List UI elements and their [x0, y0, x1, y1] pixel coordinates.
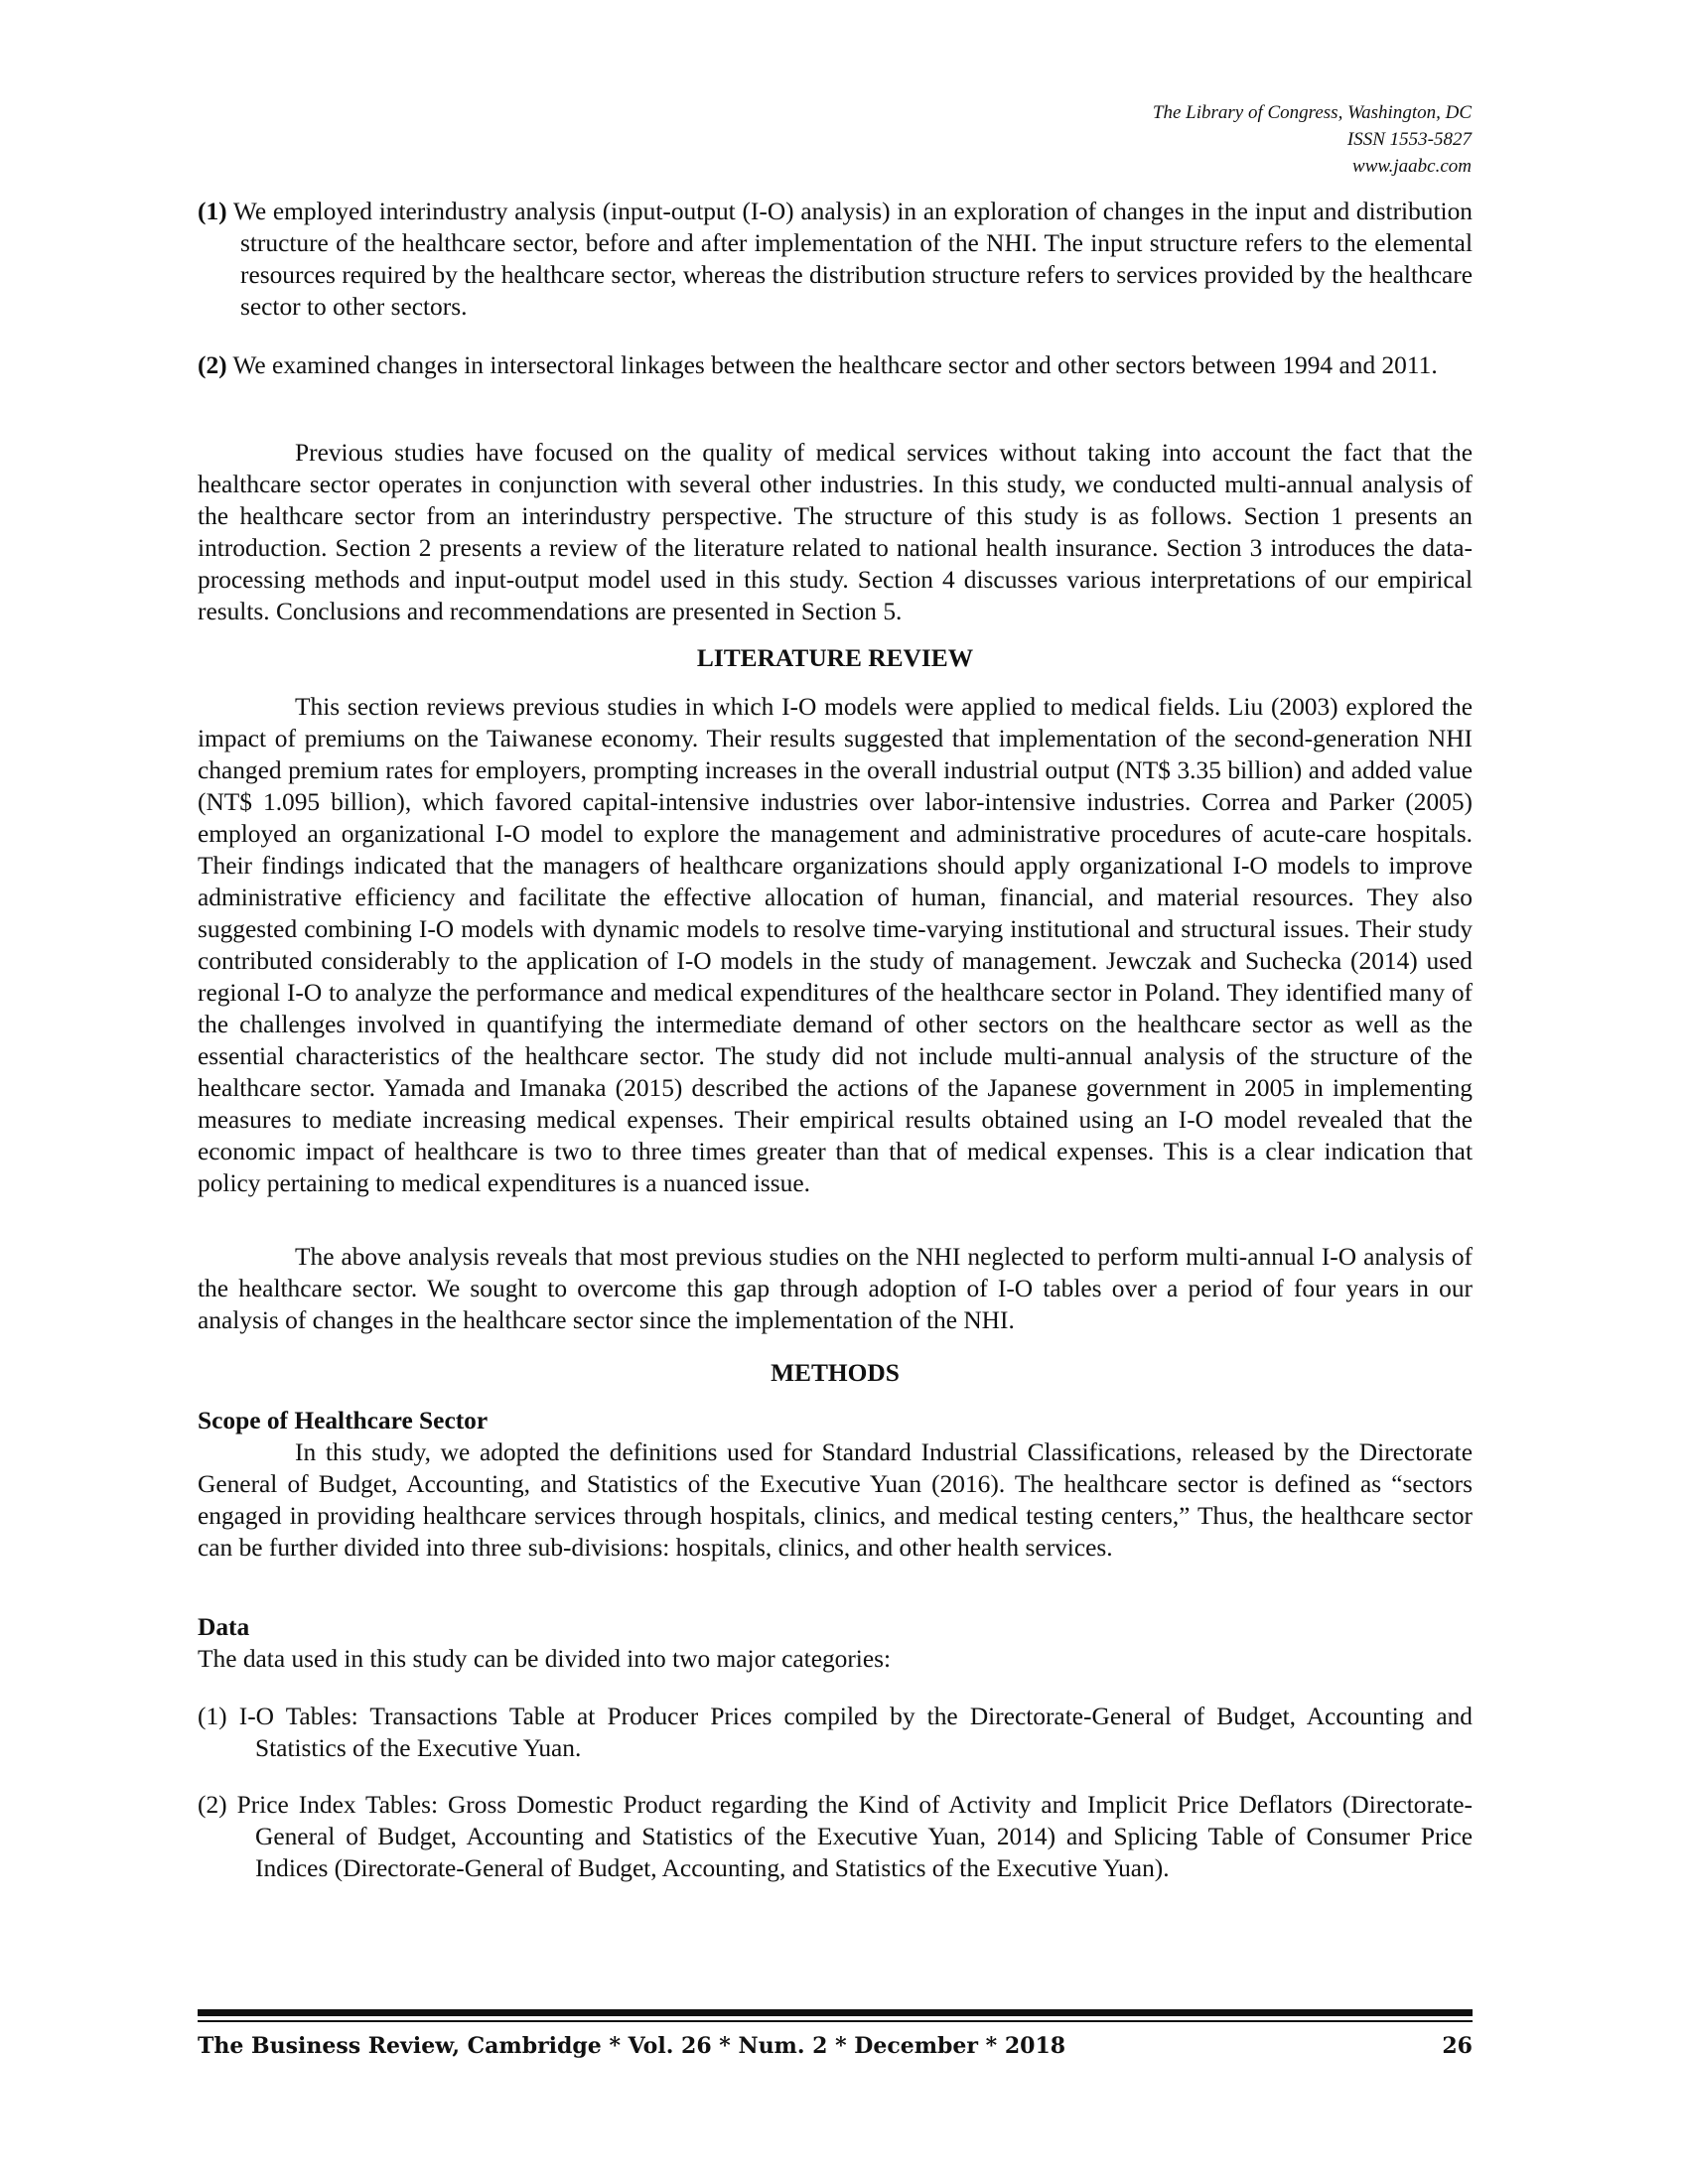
header-line-library: The Library of Congress, Washington, DC [1152, 102, 1472, 123]
footer-journal: The Business Review, Cambridge * Vol. 26 * Num. 2 * December * 2018 [198, 2033, 1066, 2059]
numbered-item-1 [198, 196, 1473, 323]
item-text: We examined changes in intersectoral linkages between the healthcare sector and other sectors between 1994 and 2011. [232, 351, 1438, 379]
footer-rule-thin [198, 2020, 1473, 2022]
scope-paragraph: In this study, we adopted the definitions used for Standard Industrial Classifications, released by the Directorate General of Budget, Accounting, and Statistics of the Executive Yuan (2016). The healthcare sector is defined as “sectors engaged in providing healthcare services through hospitals, clinics, and medical testing centers,” Thus, the healthcare sector can be further divided into three sub-divisions: hospitals, clinics, and other health services. [198, 1438, 1473, 1562]
intro-paragraph-text: Previous studies have focused on the quality of medical services without taking into account the fact that the healthcare sector operates in conjunction with several other industries. In this study, we conducted multi-annual analysis of the healthcare sector from an interindustry perspective. The structure of this study is as follows. Section 1 presents an introduction. Section 2 presents a review of the literature related to national health insurance. Section 3 introduces the data-processing methods and input-output model used in this study. Section 4 discusses various interpretations of our empirical results. Conclusions and recommendations are presented in Section 5. [198, 439, 1473, 625]
data-heading: Data [198, 1613, 250, 1641]
footer-rule-thick [198, 2009, 1473, 2016]
item-number: (1) [198, 198, 227, 225]
literature-review-text-1: This section reviews previous studies in which I-O models were applied to medical fields. Liu (2003) explored the impact of premiums on the Taiwanese economy. Their results suggested that implementation of the second-generation NHI changed premium rates for employers, prompting increases in the overall industrial output (NT$ 3.35 billion) and added value (NT$ 1.095 billion), which favored capital-intensive industries over labor-intensive industries. Correa and Parker (2005) employed an organizational I-O model to explore the management and administrative procedures of acute-care hospitals. Their findings indicated that the managers of healthcare organizations should apply organizational I-O models to improve administrative efficiency and facilitate the effective allocation of human, financial, and material resources. They also suggested combining I-O models with dynamic models to resolve time-varying institutional and structural issues. Their study contributed considerably to the application of I-O models in the study of management. Jewczak and Suchecka (2014) used regional I-O to analyze the performance and medical expenditures of the healthcare sector in Poland. They identified many of the challenges involved in quantifying the intermediate demand of other sectors on the healthcare sector as well as the essential characteristics of the healthcare sector. The study did not include multi-annual analysis of the structure of the healthcare sector. Yamada and Imanaka (2015) described the actions of the Japanese government in 2005 in implementing measures to mediate increasing medical expenses. Their empirical results obtained using an I-O model revealed that the economic impact of healthcare is two to three times greater than that of medical expenses. This is a clear indication that policy pertaining to medical expenditures is a nuanced issue. [198, 693, 1473, 1197]
scope-heading: Scope of Healthcare Sector [198, 1407, 489, 1434]
item-text: We employed interindustry analysis (input-output (I-O) analysis) in an exploration of changes in the input and distribution structure of the healthcare sector, before and after implementation of the NHI. The input structure refers to the elemental resources required by the healthcare sector, whereas the distribution structure refers to services provided by the healthcare sector to other sectors. [232, 198, 1473, 321]
data-item-1 [198, 1701, 1473, 1764]
scope-subsection [198, 1405, 1473, 1564]
literature-review-paragraph-2 [198, 1241, 1473, 1336]
data-intro: The data used in this study can be divided into two major categories: [198, 1645, 892, 1673]
literature-review-heading-block [198, 642, 1473, 674]
item-number: (2) [198, 351, 227, 379]
header-line-website: www.jaabc.com [1352, 156, 1472, 177]
running-header [1153, 99, 1472, 180]
numbered-item-2 [198, 349, 1473, 381]
intro-paragraph [198, 437, 1473, 627]
data-subsection [198, 1611, 1473, 1675]
data-item-text: (2) Price Index Tables: Gross Domestic Product regarding the Kind of Activity and Implicit Price Deflators (Directorate-General of Budget, Accounting and Statistics of the Executive Yuan, 2014) and Splicing Table of Consumer Price Indices (Directorate-General of Budget, Accounting, and Statistics of the Executive Yuan). [198, 1791, 1473, 1882]
literature-review-heading: LITERATURE REVIEW [696, 644, 974, 672]
header-line-issn: ISSN 1553-5827 [1346, 129, 1472, 150]
page-number: 26 [1442, 2033, 1473, 2059]
methods-heading-block [198, 1357, 1473, 1389]
data-item-2 [198, 1789, 1473, 1884]
data-item-text: (1) I-O Tables: Transactions Table at Producer Prices compiled by the Directorate-General of Budget, Accounting and Statistics of the Executive Yuan. [198, 1703, 1473, 1762]
literature-review-text-2: The above analysis reveals that most previous studies on the NHI neglected to perform multi-annual I-O analysis of the healthcare sector. We sought to overcome this gap through adoption of I-O tables over a period of four years in our analysis of changes in the healthcare sector since the implementation of the NHI. [198, 1243, 1473, 1334]
methods-heading: METHODS [771, 1359, 900, 1387]
literature-review-paragraph-1 [198, 691, 1473, 1199]
